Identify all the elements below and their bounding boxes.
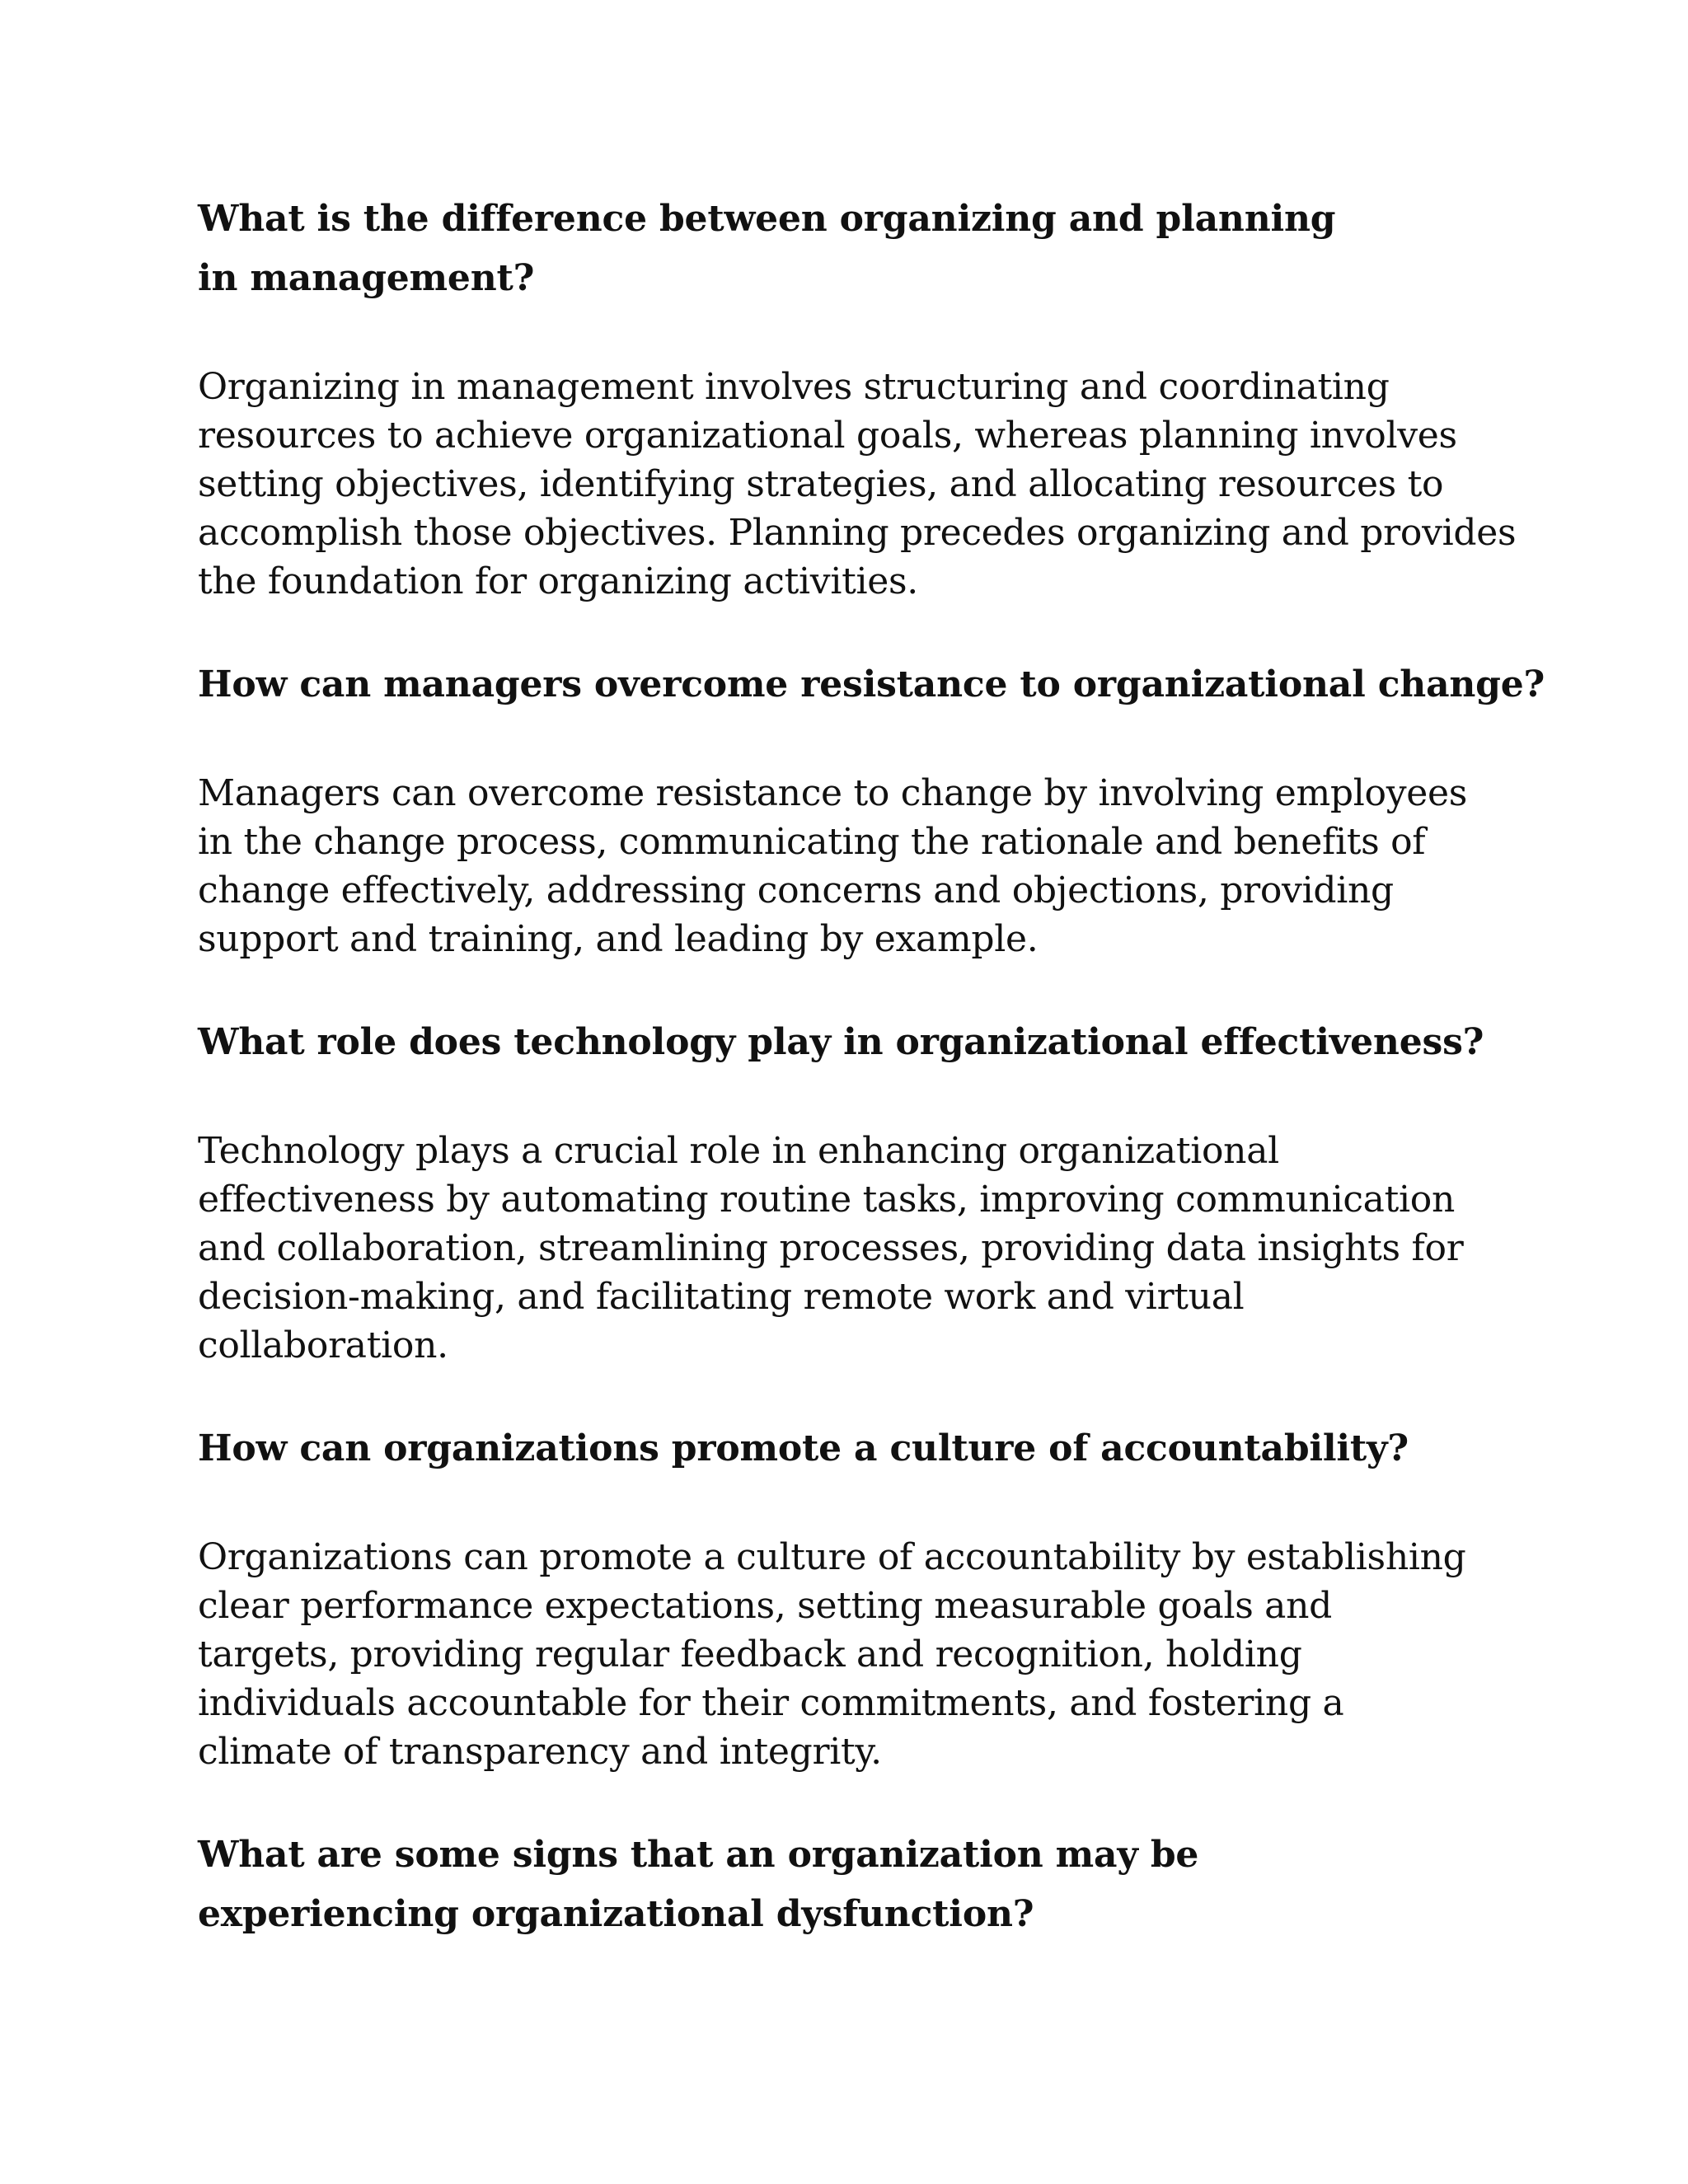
faq-question-2: How can managers overcome resistance to organizational change? [198,663,1545,705]
faq-answer-4: Organizations can promote a culture of accountability by establishing clear performance expectations, setting measurable goals and targets, providing regular feedback and recognition, holding individuals accountable for their commitments, and fostering a climate of transparency and integrity. [198,1536,1466,1773]
faq-question-3: What role does technology play in organizational effectiveness? [198,1021,1484,1063]
faq-question-5: What are some signs that an organization may be experiencing organizational dysfunction? [198,1834,1199,1935]
faq-question-1: What is the difference between organizing and planning in management? [198,198,1336,299]
faq-question-4: How can organizations promote a culture of accountability? [198,1427,1409,1469]
faq-content [198,190,1550,1944]
faq-answer-1: Organizing in management involves structuring and coordinating resources to achieve organizational goals, whereas planning involves setting objectives, identifying strategies, and allocating resources to accomplish those objectives. Planning precedes organizing and provides the foundation for organizing activities. [198,366,1517,602]
faq-answer-3: Technology plays a crucial role in enhancing organizational effectiveness by automating routine tasks, improving communication and collaboration, streamlining processes, providing data insights for decision-making, and facilitating remote work and virtual collaboration. [198,1130,1464,1366]
faq-answer-2: Managers can overcome resistance to change by involving employees in the change process, communicating the rationale and benefits of change effectively, addressing concerns and objections, providing support and training, and leading by example. [198,772,1468,960]
